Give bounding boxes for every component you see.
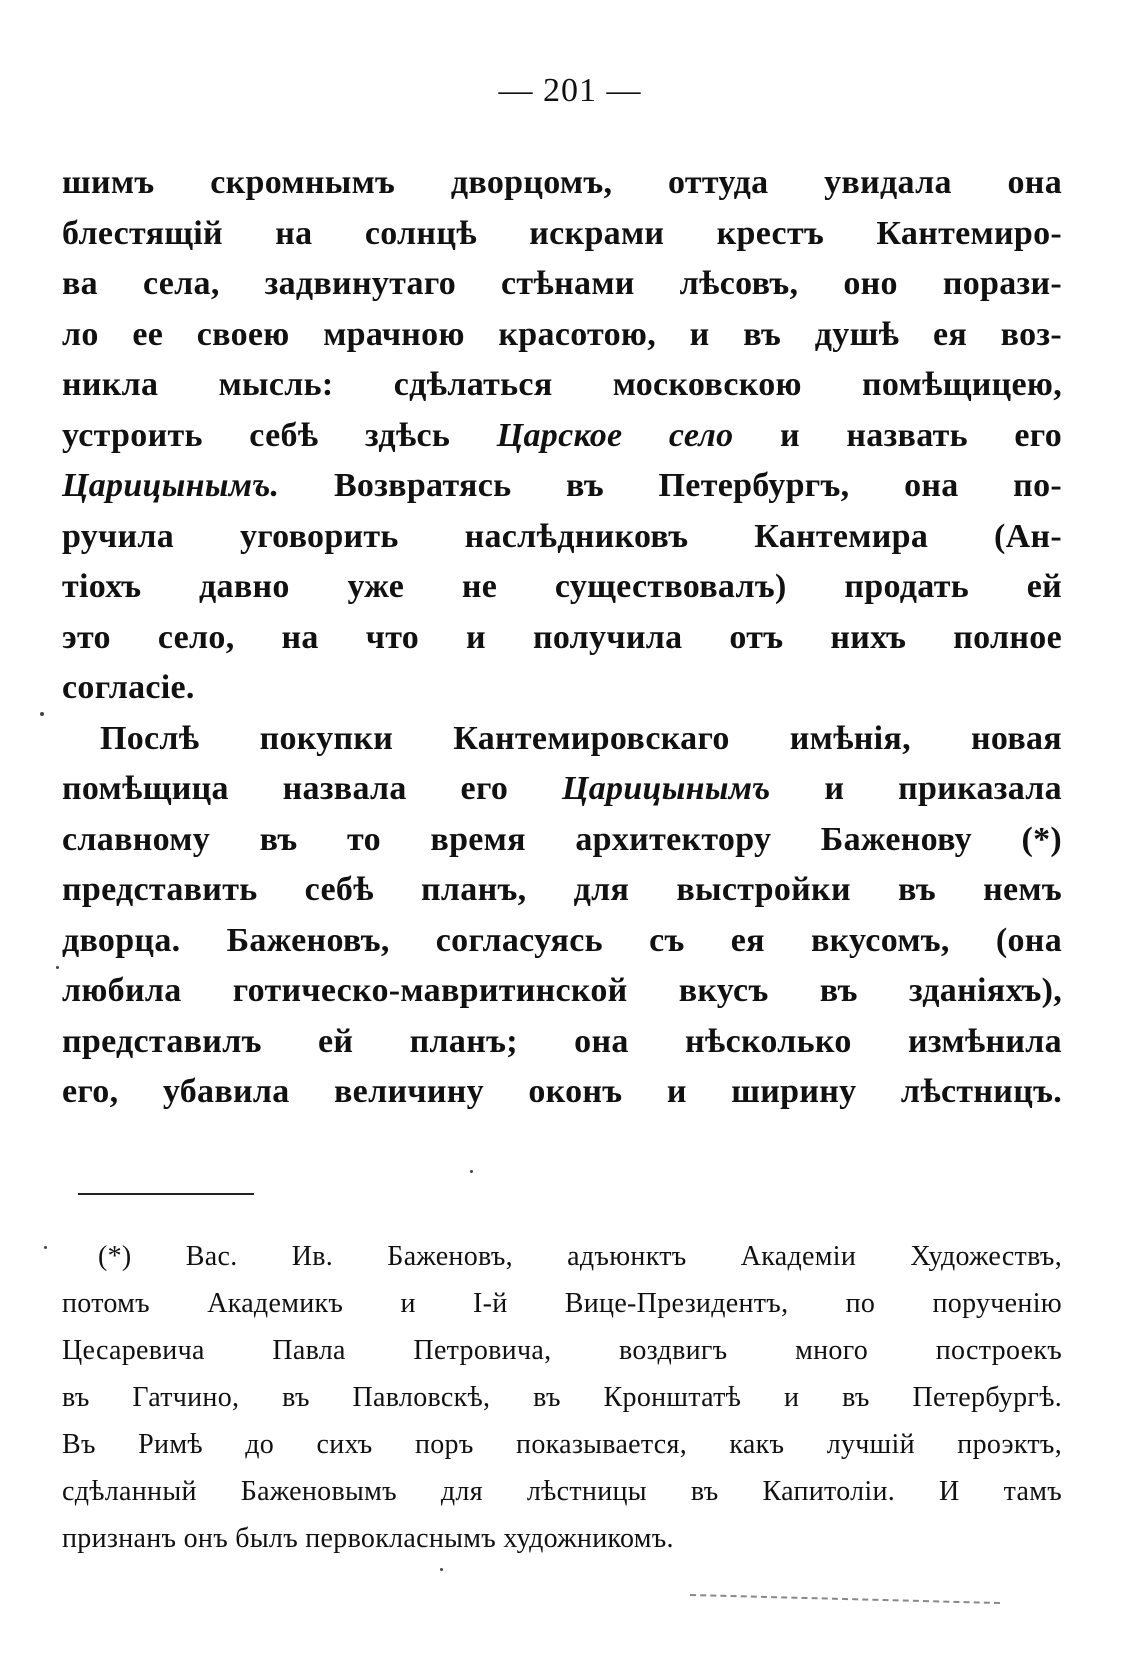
footnote-line: потомъ Академикъ и І-й Вице-Президентъ, по порученію <box>62 1288 1062 1319</box>
text-line <box>62 764 1062 815</box>
text-line: представить себѣ планъ, для выстройки въ немъ <box>62 871 1062 908</box>
text-segment: Возвратясь въ Петербургъ, она по- <box>279 467 1062 504</box>
text-line: ва села, задвинутаго стѣнами лѣсовъ, оно порази- <box>62 265 1062 302</box>
text-line: никла мысль: сдѣлаться московскою помѣщицею, <box>62 366 1062 403</box>
italic-term: Царицынымъ <box>561 770 771 807</box>
footnote-line: Цесаревича Павла Петровича, воздвигъ много построекъ <box>62 1335 1062 1366</box>
body-text <box>62 158 1062 1118</box>
text-line: его, убавила величину оконъ и ширину лѣстницъ. <box>62 1073 1062 1110</box>
text-line <box>62 461 1062 512</box>
text-line: Послѣ покупки Кантемировскаго имѣнія, новая <box>100 719 1062 757</box>
text-segment: и назвать его <box>733 416 1062 454</box>
scan-speck <box>56 966 59 969</box>
text-line: ручила уговорить наслѣдниковъ Кантемира (Ан- <box>62 517 1062 555</box>
text-segment: устроить себѣ здѣсь <box>62 416 497 454</box>
text-line: блестящій на солнцѣ искрами крестъ Кантемиро- <box>62 214 1062 252</box>
footnote-line: въ Гатчино, въ Павловскѣ, въ Кронштатѣ и въ Петербургѣ. <box>62 1382 1062 1413</box>
scan-speck <box>40 712 44 716</box>
text-line: тіохъ давно уже не существовалъ) продать ей <box>62 568 1062 605</box>
footnote-line: признанъ онъ былъ первокласнымъ художникомъ. <box>62 1523 674 1554</box>
text-line <box>62 411 1062 462</box>
footnote-line: (*) Вас. Ив. Баженовъ, адъюнктъ Академіи Художествъ, <box>98 1241 1062 1272</box>
text-segment: и приказала <box>770 770 1062 807</box>
text-line: это село, на что и получила отъ нихъ полное <box>62 618 1062 656</box>
footnote-line: Въ Римѣ до сихъ поръ показывается, какъ лучшій проэктъ, <box>62 1429 1062 1460</box>
text-line: ло ее своею мрачною красотою, и въ душѣ ея воз- <box>62 315 1062 353</box>
page-number: — 201 — <box>498 72 642 109</box>
text-line: согласіе. <box>62 669 195 706</box>
italic-term: Царицынымъ. <box>62 467 280 504</box>
footnote <box>62 1233 1062 1562</box>
footnote-divider <box>78 1193 254 1195</box>
text-line: шимъ скромнымъ дворцомъ, оттуда увидала она <box>62 164 1062 201</box>
scan-speck <box>44 1246 47 1249</box>
text-line: любила готическо-мавритинской вкусъ въ зданіяхъ), <box>62 972 1062 1009</box>
text-line: славному въ то время архитектору Баженову (*) <box>62 820 1062 858</box>
text-line: дворца. Баженовъ, согласуясь съ ея вкусомъ, (она <box>62 921 1062 959</box>
footnote-line: сдѣланный Баженовымъ для лѣстницы въ Капитоліи. И тамъ <box>62 1476 1062 1507</box>
text-segment: помѣщица назвала его <box>62 770 562 807</box>
italic-term: Царское село <box>496 416 734 454</box>
text-line: представилъ ей планъ; она нѣсколько измѣнила <box>62 1022 1062 1060</box>
scan-speck <box>470 1170 473 1173</box>
scan-artifact <box>690 1594 1000 1604</box>
scan-speck <box>440 1568 443 1571</box>
